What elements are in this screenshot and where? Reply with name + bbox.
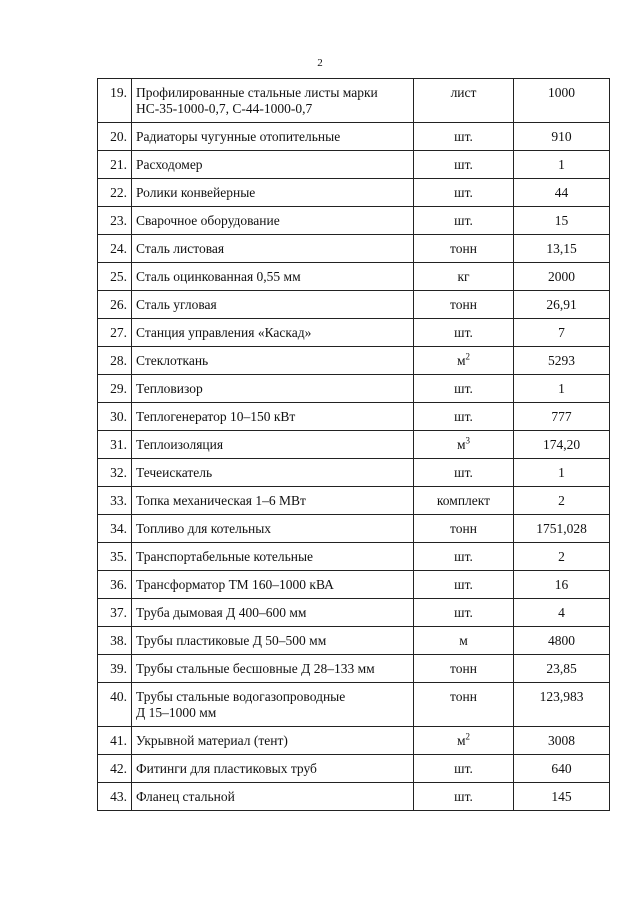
item-name-line: Топка механическая 1–6 МВт xyxy=(136,493,306,508)
table-row xyxy=(98,515,610,543)
table-row xyxy=(98,347,610,375)
row-number: 19. xyxy=(98,79,132,123)
unit-text: шт. xyxy=(454,325,473,340)
item-name-line: Профилированные стальные листы марки xyxy=(136,85,378,100)
item-name xyxy=(132,403,414,431)
unit-text: м xyxy=(456,353,466,368)
unit-text: тонн xyxy=(450,689,477,704)
item-name xyxy=(132,599,414,627)
row-number: 30. xyxy=(98,403,132,431)
row-number: 40. xyxy=(98,683,132,727)
unit-text: м xyxy=(459,633,468,648)
unit-cell xyxy=(414,683,514,727)
unit-text: шт. xyxy=(454,409,473,424)
quantity-cell: 4 xyxy=(514,599,610,627)
item-name xyxy=(132,627,414,655)
row-number: 27. xyxy=(98,319,132,347)
item-name-line: Тепловизор xyxy=(136,381,203,396)
unit-cell xyxy=(414,207,514,235)
unit-text: шт. xyxy=(454,129,473,144)
quantity-cell: 44 xyxy=(514,179,610,207)
table-row xyxy=(98,431,610,459)
table-row xyxy=(98,655,610,683)
unit-text: шт. xyxy=(454,577,473,592)
table-row xyxy=(98,571,610,599)
quantity-cell: 640 xyxy=(514,755,610,783)
table-row xyxy=(98,487,610,515)
row-number: 24. xyxy=(98,235,132,263)
quantity-cell: 123,983 xyxy=(514,683,610,727)
unit-text: лист xyxy=(450,85,477,100)
quantity-cell: 15 xyxy=(514,207,610,235)
table-row xyxy=(98,151,610,179)
table-row xyxy=(98,375,610,403)
table-row xyxy=(98,403,610,431)
quantity-cell: 174,20 xyxy=(514,431,610,459)
item-name xyxy=(132,263,414,291)
unit-text: м xyxy=(456,733,466,748)
unit-cell xyxy=(414,319,514,347)
table-row xyxy=(98,459,610,487)
unit-cell xyxy=(414,727,514,755)
unit-text: тонн xyxy=(450,521,477,536)
unit-cell xyxy=(414,263,514,291)
quantity-cell: 777 xyxy=(514,403,610,431)
item-name-line: Фланец стальной xyxy=(136,789,235,804)
unit-text: шт. xyxy=(454,213,473,228)
unit-text: шт. xyxy=(454,381,473,396)
quantity-cell: 1751,028 xyxy=(514,515,610,543)
item-name-line: Радиаторы чугунные отопительные xyxy=(136,129,341,144)
item-name-line: Трубы стальные бесшовные Д 28–133 мм xyxy=(136,661,375,676)
item-name xyxy=(132,783,414,811)
item-name xyxy=(132,207,414,235)
item-name-line: Течеискатель xyxy=(136,465,213,480)
item-name-line: Сталь угловая xyxy=(136,297,217,312)
unit-cell xyxy=(414,655,514,683)
unit-cell xyxy=(414,79,514,123)
item-name xyxy=(132,375,414,403)
item-name xyxy=(132,727,414,755)
unit-cell xyxy=(414,627,514,655)
row-number: 29. xyxy=(98,375,132,403)
row-number: 25. xyxy=(98,263,132,291)
table-row xyxy=(98,207,610,235)
row-number: 35. xyxy=(98,543,132,571)
item-name xyxy=(132,151,414,179)
table-row xyxy=(98,179,610,207)
item-name-line: Ролики конвейерные xyxy=(136,185,256,200)
table-row xyxy=(98,79,610,123)
item-name xyxy=(132,515,414,543)
quantity-cell: 5293 xyxy=(514,347,610,375)
quantity-cell: 2000 xyxy=(514,263,610,291)
unit-cell xyxy=(414,543,514,571)
item-name xyxy=(132,79,414,123)
table-row xyxy=(98,627,610,655)
unit-text: шт. xyxy=(454,157,473,172)
unit-cell xyxy=(414,235,514,263)
item-name xyxy=(132,291,414,319)
item-name xyxy=(132,755,414,783)
unit-text: кг xyxy=(457,269,470,284)
item-name-line: Транспортабельные котельные xyxy=(136,549,314,564)
row-number: 20. xyxy=(98,123,132,151)
item-name xyxy=(132,571,414,599)
table-row xyxy=(98,783,610,811)
quantity-cell: 145 xyxy=(514,783,610,811)
unit-text: шт. xyxy=(454,789,473,804)
item-name-line: Сварочное оборудование xyxy=(136,213,280,228)
item-name-line: НС-35-1000-0,7, С-44-1000-0,7 xyxy=(136,101,313,116)
table-row xyxy=(98,319,610,347)
table-row xyxy=(98,599,610,627)
row-number: 22. xyxy=(98,179,132,207)
unit-text: комплект xyxy=(436,493,491,508)
item-name-line: Д 15–1000 мм xyxy=(136,705,217,720)
item-name-line: Трубы стальные водогазопроводные xyxy=(136,689,346,704)
unit-cell xyxy=(414,431,514,459)
quantity-cell: 4800 xyxy=(514,627,610,655)
unit-cell xyxy=(414,571,514,599)
unit-exponent: 3 xyxy=(465,435,471,446)
item-name-line: Стеклоткань xyxy=(136,353,209,368)
quantity-cell: 16 xyxy=(514,571,610,599)
unit-cell xyxy=(414,487,514,515)
item-name xyxy=(132,123,414,151)
table-row xyxy=(98,683,610,727)
row-number: 42. xyxy=(98,755,132,783)
row-number: 43. xyxy=(98,783,132,811)
table-row xyxy=(98,263,610,291)
unit-cell xyxy=(414,375,514,403)
quantity-cell: 7 xyxy=(514,319,610,347)
quantity-cell: 3008 xyxy=(514,727,610,755)
table-row xyxy=(98,291,610,319)
item-name xyxy=(132,179,414,207)
unit-text: тонн xyxy=(450,297,477,312)
item-name xyxy=(132,683,414,727)
table-row xyxy=(98,727,610,755)
table-row xyxy=(98,543,610,571)
item-name-line: Станция управления «Каскад» xyxy=(136,325,312,340)
items-table xyxy=(97,78,610,811)
row-number: 26. xyxy=(98,291,132,319)
unit-text: шт. xyxy=(454,605,473,620)
item-name xyxy=(132,347,414,375)
quantity-cell: 2 xyxy=(514,543,610,571)
row-number: 38. xyxy=(98,627,132,655)
unit-cell xyxy=(414,151,514,179)
unit-exponent: 2 xyxy=(465,351,471,362)
item-name xyxy=(132,655,414,683)
quantity-cell: 26,91 xyxy=(514,291,610,319)
row-number: 41. xyxy=(98,727,132,755)
item-name xyxy=(132,543,414,571)
unit-exponent: 2 xyxy=(465,731,471,742)
row-number: 36. xyxy=(98,571,132,599)
quantity-cell: 1 xyxy=(514,459,610,487)
unit-cell xyxy=(414,179,514,207)
row-number: 37. xyxy=(98,599,132,627)
unit-cell xyxy=(414,123,514,151)
quantity-cell: 1 xyxy=(514,151,610,179)
unit-cell xyxy=(414,755,514,783)
unit-cell xyxy=(414,459,514,487)
table-row xyxy=(98,123,610,151)
unit-cell xyxy=(414,599,514,627)
item-name xyxy=(132,459,414,487)
row-number: 39. xyxy=(98,655,132,683)
unit-text: тонн xyxy=(450,241,477,256)
row-number: 34. xyxy=(98,515,132,543)
item-name-line: Фитинги для пластиковых труб xyxy=(136,761,317,776)
unit-cell xyxy=(414,347,514,375)
unit-text: шт. xyxy=(454,185,473,200)
unit-text: тонн xyxy=(450,661,477,676)
item-name-line: Теплоизоляция xyxy=(136,437,224,452)
table-body xyxy=(98,79,610,811)
item-name-line: Топливо для котельных xyxy=(136,521,272,536)
item-name-line: Расходомер xyxy=(136,157,203,172)
item-name-line: Сталь листовая xyxy=(136,241,225,256)
table-row xyxy=(98,235,610,263)
unit-cell xyxy=(414,515,514,543)
row-number: 28. xyxy=(98,347,132,375)
item-name xyxy=(132,431,414,459)
quantity-cell: 910 xyxy=(514,123,610,151)
quantity-cell: 13,15 xyxy=(514,235,610,263)
row-number: 32. xyxy=(98,459,132,487)
item-name-line: Сталь оцинкованная 0,55 мм xyxy=(136,269,301,284)
unit-cell xyxy=(414,291,514,319)
quantity-cell: 2 xyxy=(514,487,610,515)
unit-text: шт. xyxy=(454,761,473,776)
quantity-cell: 23,85 xyxy=(514,655,610,683)
unit-cell xyxy=(414,783,514,811)
item-name-line: Трубы пластиковые Д 50–500 мм xyxy=(136,633,327,648)
unit-text: м xyxy=(456,437,466,452)
row-number: 23. xyxy=(98,207,132,235)
item-name-line: Укрывной материал (тент) xyxy=(136,733,288,748)
item-name xyxy=(132,319,414,347)
item-name-line: Теплогенератор 10–150 кВт xyxy=(136,409,296,424)
item-name xyxy=(132,235,414,263)
quantity-cell: 1 xyxy=(514,375,610,403)
item-name xyxy=(132,487,414,515)
quantity-cell: 1000 xyxy=(514,79,610,123)
row-number: 21. xyxy=(98,151,132,179)
row-number: 31. xyxy=(98,431,132,459)
item-name-line: Труба дымовая Д 400–600 мм xyxy=(136,605,307,620)
page-number: 2 xyxy=(317,57,323,69)
table-row xyxy=(98,755,610,783)
unit-text: шт. xyxy=(454,465,473,480)
unit-cell xyxy=(414,403,514,431)
row-number: 33. xyxy=(98,487,132,515)
item-name-line: Трансформатор ТМ 160–1000 кВА xyxy=(136,577,334,592)
unit-text: шт. xyxy=(454,549,473,564)
